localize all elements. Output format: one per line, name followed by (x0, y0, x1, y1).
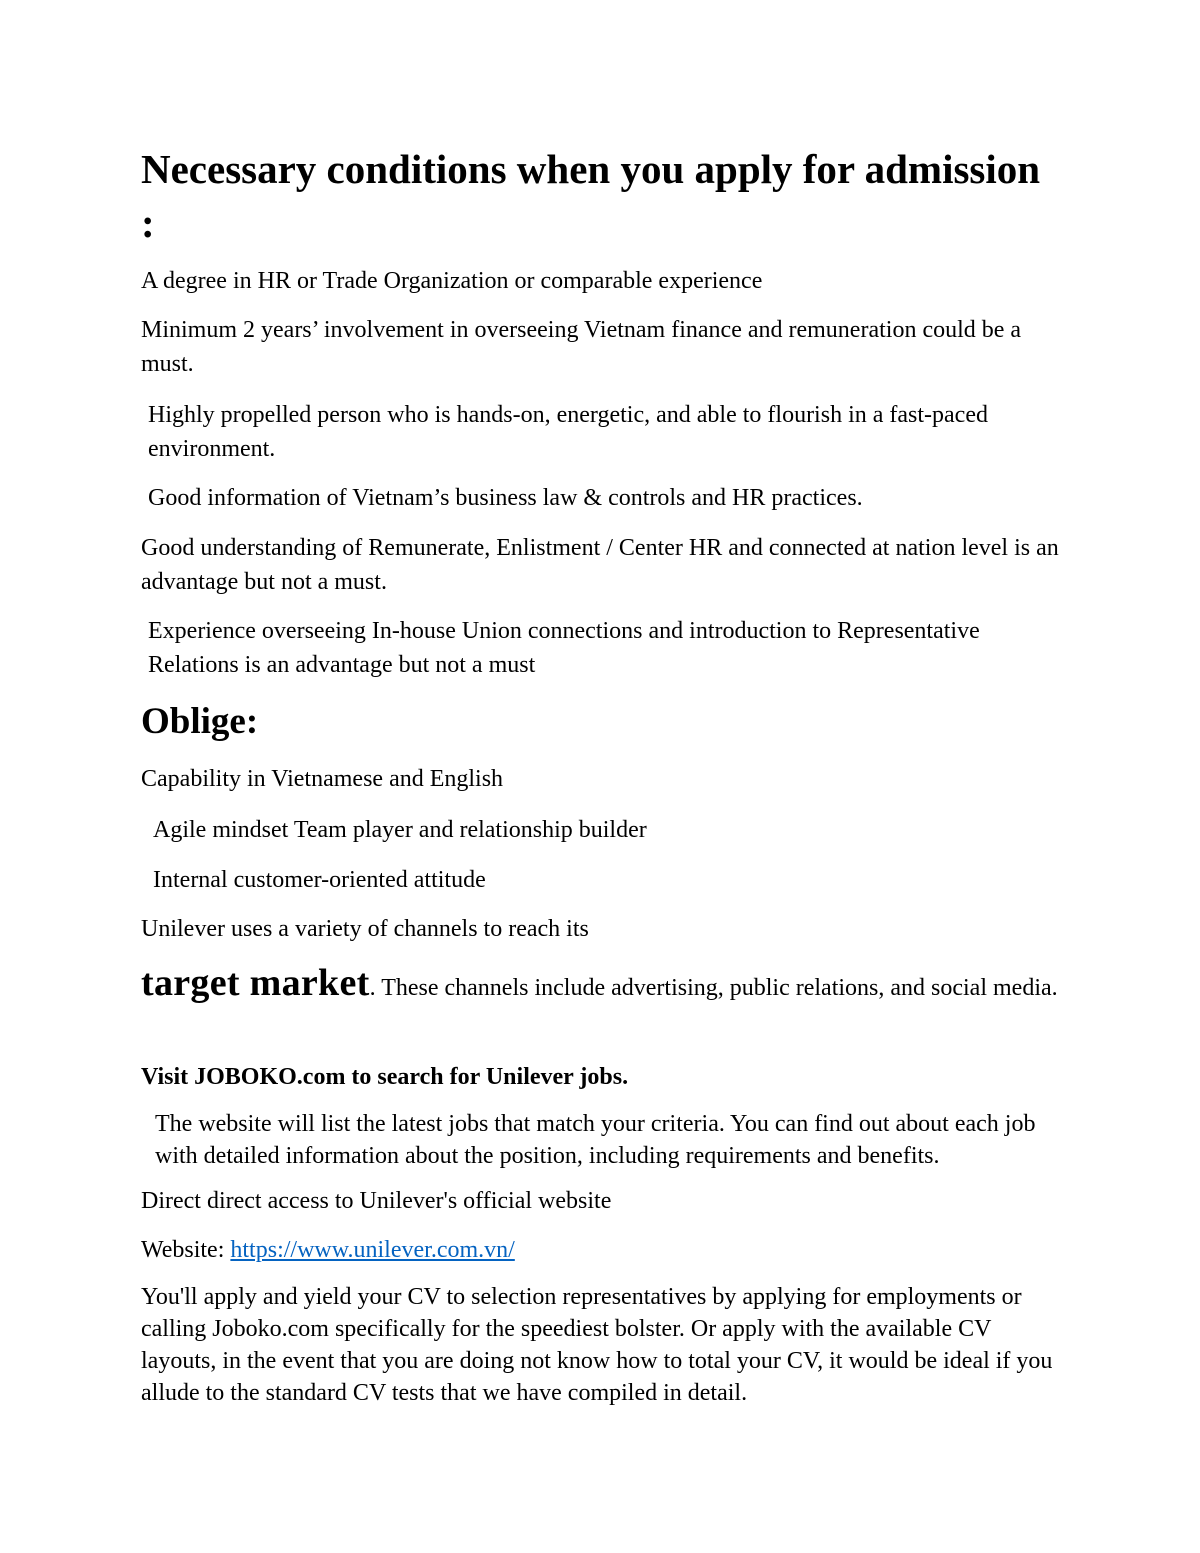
website-label: Website: (141, 1237, 231, 1263)
requirement-item: Good information of Vietnam’s business law & controls and HR practices. (148, 485, 863, 511)
website-line (141, 1233, 1061, 1267)
requirement-item: A degree in HR or Trade Organization or comparable experience (141, 268, 763, 294)
closing-paragraph: You'll apply and yield your CV to selection representatives by applying for employments or calling Joboko.com specifically for the speediest bolster. Or apply with the available CV layouts, in the event that you are doing not know how to total your CV, it would be ideal if you allude to the standard CV tests that we have compiled in detail. (141, 1284, 1053, 1406)
target-market-emphasis: target market (141, 962, 370, 1004)
unilever-website-link[interactable]: https://www.unilever.com.vn/ (230, 1237, 515, 1263)
oblige-item: Agile mindset Team player and relationship builder (153, 817, 647, 843)
oblige-item: Unilever uses a variety of channels to reach its (141, 916, 589, 942)
visit-joboko-line: Visit JOBOKO.com to search for Unilever jobs. (141, 1064, 629, 1090)
oblige-heading: Oblige: (141, 701, 259, 742)
oblige-item: Internal customer-oriented attitude (153, 867, 486, 893)
requirement-item: Highly propelled person who is hands-on, energetic, and able to flourish in a fast-paced environment. (148, 402, 988, 462)
target-market-rest: . These channels include advertising, public relations, and social media. (369, 975, 1058, 1001)
requirement-item: Experience overseeing In-house Union connections and introduction to Representative Relations is an advantage but not a must (148, 618, 980, 678)
page-title: Necessary conditions when you apply for admission : (141, 146, 1041, 246)
website-description: The website will list the latest jobs that match your criteria. You can find out about each job with detailed information about the position, including requirements and benefits. (155, 1111, 1036, 1169)
direct-access-line: Direct direct access to Unilever's official website (141, 1188, 612, 1214)
target-market-paragraph (141, 962, 1061, 1005)
oblige-item: Capability in Vietnamese and English (141, 766, 504, 792)
requirement-item: Good understanding of Remunerate, Enlistment / Center HR and connected at nation level is an advantage but not a must. (141, 535, 1059, 595)
requirement-item: Minimum 2 years’ involvement in overseeing Vietnam finance and remuneration could be a must. (141, 317, 1022, 377)
